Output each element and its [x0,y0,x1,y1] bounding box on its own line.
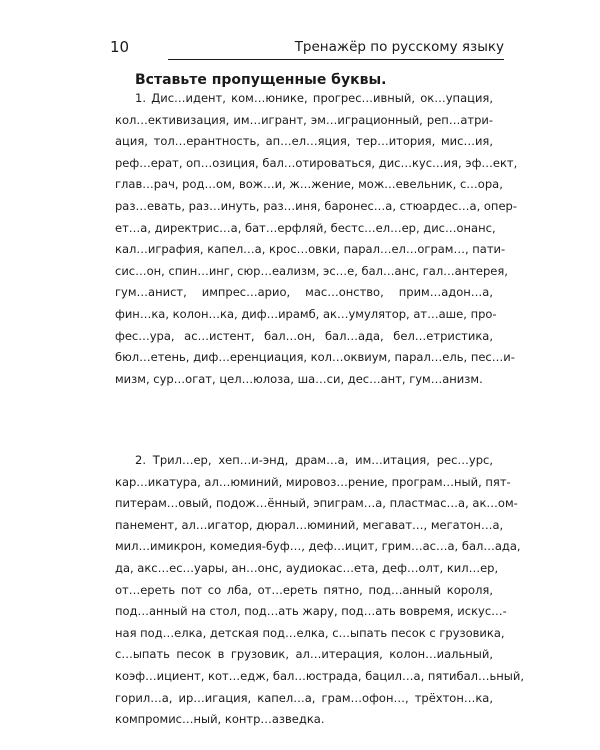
exercise-line: от…ереть пот со лба, от…ереть пятно, под…анный короля, [115,582,493,597]
exercise-line: компромис…ный, контр…азведка. [115,712,325,727]
exercise-line: мизм, сур…огат, цел…юлоза, ша…си, дес…ант, гум…анизм. [115,371,483,386]
exercise-line: питерам…овый, подож…ённый, эпиграм…а, пластмас…а, ак…ом- [115,496,518,511]
exercise-line: кар…икатура, ал…юминий, мировоз…рение, програм…ный, пят- [115,474,511,489]
exercise-line: панемент, ал…игатор, дюрал…юминий, мегават…, мегатон…а, [115,517,504,532]
exercise-line: да, акс…ес…уары, ан…онс, аудиокас…ета, деф…олт, кил…ер, [115,560,499,575]
task-heading: Вставьте пропущенные буквы. [135,72,387,88]
exercise-line: фес…ура, ас…истент, бал…он, бал…ада, бел…етристика, [115,328,493,343]
exercise-line: ная под…елка, детская под…елка, с…ыпать песок с грузовика, [115,625,505,640]
exercise-line: бюл…етень, диф…еренциация, кол…оквиум, парал…ель, пес…и- [115,350,515,365]
running-title: Тренажёр по русскому языку [294,39,504,55]
exercise-1 [115,88,518,390]
exercise-line: фин…ка, колон…ка, диф…ирамб, ак…умулятор, ат…аше, про- [115,306,497,321]
exercise-line: под…анный на стол, под…ать жару, под…ать вовремя, искус…- [115,604,507,619]
exercise-line: кал…играфия, капел…а, крос…овки, парал…ел…ограм…, пати- [115,242,506,257]
exercise-line: кол…ективизация, им…игрант, эм…играционный, реп…атри- [115,112,493,127]
exercise-line: 2. Трил…ер, хеп…и-энд, драм…а, им…итация, рес…урс, [135,453,493,467]
page-number: 10 [110,38,130,56]
exercise-line: 1. Дис…идент, ком…юнике, прогрес…ивный, ок…упация, [135,91,493,105]
exercise-line: реф…ерат, оп…озиция, бал…отироваться, дис…кус…ия, эф…ект, [115,155,518,170]
header-rule [168,59,504,60]
exercise-line: сис…он, спин…инг, сюр…еализм, эс…е, бал…анс, гал…антерея, [115,263,508,278]
exercise-2 [115,450,524,731]
exercise-line: мил…имикрон, комедия-буф…, деф…ицит, грим…ас…а, бал…ада, [115,539,521,554]
exercise-line: коэф…ициент, кот…едж, бал…юстрада, бацил…а, пятибал…ьный, [115,668,524,683]
exercise-line: ация, тол…ерантность, ап…ел…яция, тер…итория, мис…ия, [115,134,493,149]
exercise-line: ет…а, директрис…а, бат…ерфляй, бестс…ел…ер, дис…онанс, [115,220,496,235]
exercise-line: раз…евать, раз…инуть, раз…иня, баронес…а, стюардес…а, опер- [115,198,517,213]
exercise-line: горил…а, ир…игация, капел…а, грам…офон…, трёхтон…ка, [115,690,493,705]
exercise-line: глав…рач, род…ом, вож…и, ж…жение, мож…евельник, с…ора, [115,177,503,192]
exercise-line: с…ыпать песок в грузовик, ал…итерация, колон…иальный, [115,647,493,662]
exercise-line: гум…анист, импрес…арио, мас…онство, прим…адон…а, [115,285,493,300]
